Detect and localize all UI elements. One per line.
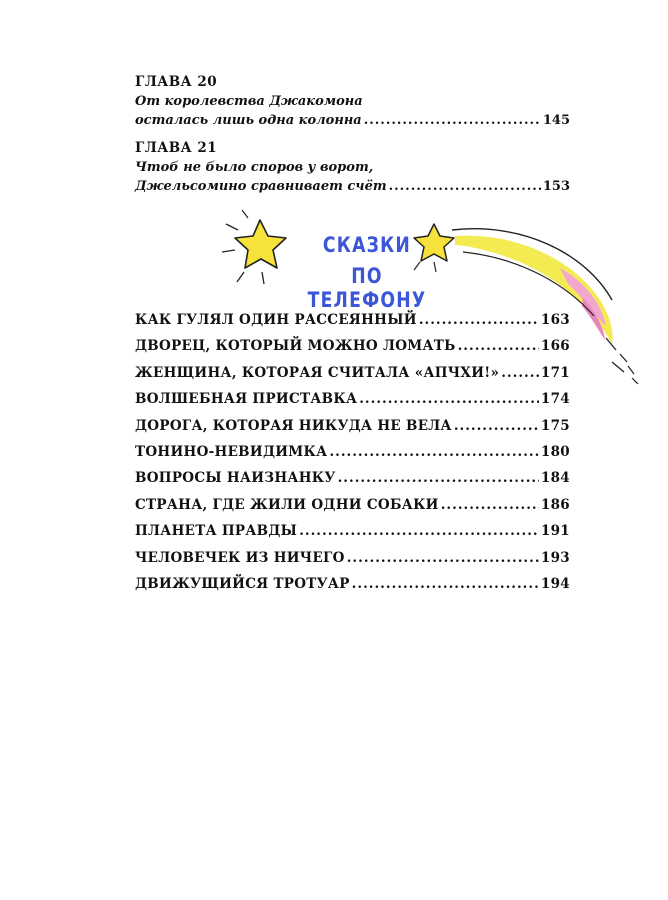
toc-item-page: 194 <box>540 575 570 592</box>
toc-item-title: ПЛАНЕТА ПРАВДЫ <box>135 523 298 540</box>
toc-item[interactable] <box>135 333 570 359</box>
toc-item[interactable] <box>135 413 570 439</box>
section-heading-line1: СКАЗКИ <box>322 233 412 257</box>
chapter-subtitle-line1: Чтоб не было споров у ворот, <box>135 160 374 175</box>
toc-item-title: ЧЕЛОВЕЧЕК ИЗ НИЧЕГО <box>135 549 345 566</box>
toc-item[interactable] <box>135 360 570 386</box>
toc-item-title: ЖЕНЩИНА, КОТОРАЯ СЧИТАЛА «АПЧХИ!» <box>135 364 500 381</box>
dot-leader <box>299 518 539 544</box>
dot-leader <box>338 465 539 491</box>
toc-item-page: 184 <box>540 470 570 487</box>
dot-leader <box>352 571 539 597</box>
dot-leader <box>458 333 539 359</box>
toc-item-title: КАК ГУЛЯЛ ОДИН РАССЕЯННЫЙ <box>135 312 417 328</box>
toc-item[interactable] <box>135 465 570 491</box>
dot-leader <box>329 439 538 465</box>
toc-item-page: 191 <box>540 523 570 540</box>
toc-item-page: 174 <box>540 391 570 408</box>
page-number: 145 <box>542 113 570 128</box>
toc-item-page: 166 <box>540 338 570 355</box>
toc-item-title: ВОПРОСЫ НАИЗНАНКУ <box>135 470 336 487</box>
toc-item-page: 186 <box>540 496 570 513</box>
toc-item[interactable] <box>135 571 570 597</box>
toc-item[interactable] <box>135 518 570 544</box>
toc-item-page: 180 <box>540 443 570 460</box>
toc-item-title: СТРАНА, ГДЕ ЖИЛИ ОДНИ СОБАКИ <box>135 496 439 513</box>
chapter-title: ГЛАВА 21 <box>135 140 218 156</box>
dot-leader <box>454 413 539 439</box>
toc-item-page: 193 <box>540 549 570 566</box>
section-heading-line2: ПО ТЕЛЕФОНУ <box>307 264 427 312</box>
chapter-subtitle-line1: От королевства Джакомона <box>135 94 363 109</box>
dot-leader <box>347 545 539 571</box>
dot-leader <box>419 307 539 333</box>
toc-item[interactable] <box>135 307 570 333</box>
toc-item[interactable] <box>135 545 570 571</box>
toc-list <box>135 307 570 597</box>
toc-item-page: 163 <box>540 312 570 328</box>
toc-item[interactable] <box>135 492 570 518</box>
toc-item[interactable] <box>135 439 570 465</box>
left-star-icon <box>222 210 286 284</box>
toc-item[interactable] <box>135 386 570 412</box>
dot-leader <box>359 386 539 412</box>
toc-item-title: ДВИЖУЩИЙСЯ ТРОТУАР <box>135 575 350 592</box>
toc-item-title: ТОНИНО-НЕВИДИМКА <box>135 443 328 460</box>
dot-leader <box>501 360 539 386</box>
toc-item-title: ДОРОГА, КОТОРАЯ НИКУДА НЕ ВЕЛА <box>135 417 452 434</box>
page-number: 153 <box>542 179 570 194</box>
toc-item-title: ДВОРЕЦ, КОТОРЫЙ МОЖНО ЛОМАТЬ <box>135 338 456 355</box>
chapter-subtitle-line2: Джельсомино сравнивает счёт <box>135 179 387 194</box>
toc-item-title: ВОЛШЕБНАЯ ПРИСТАВКА <box>135 391 358 408</box>
chapter-subtitle-line2: осталась лишь одна колонна <box>135 113 362 128</box>
toc-item-page: 175 <box>540 417 570 434</box>
chapter-title: ГЛАВА 20 <box>135 74 218 90</box>
toc-item-page: 171 <box>540 364 570 381</box>
dot-leader <box>441 492 539 518</box>
